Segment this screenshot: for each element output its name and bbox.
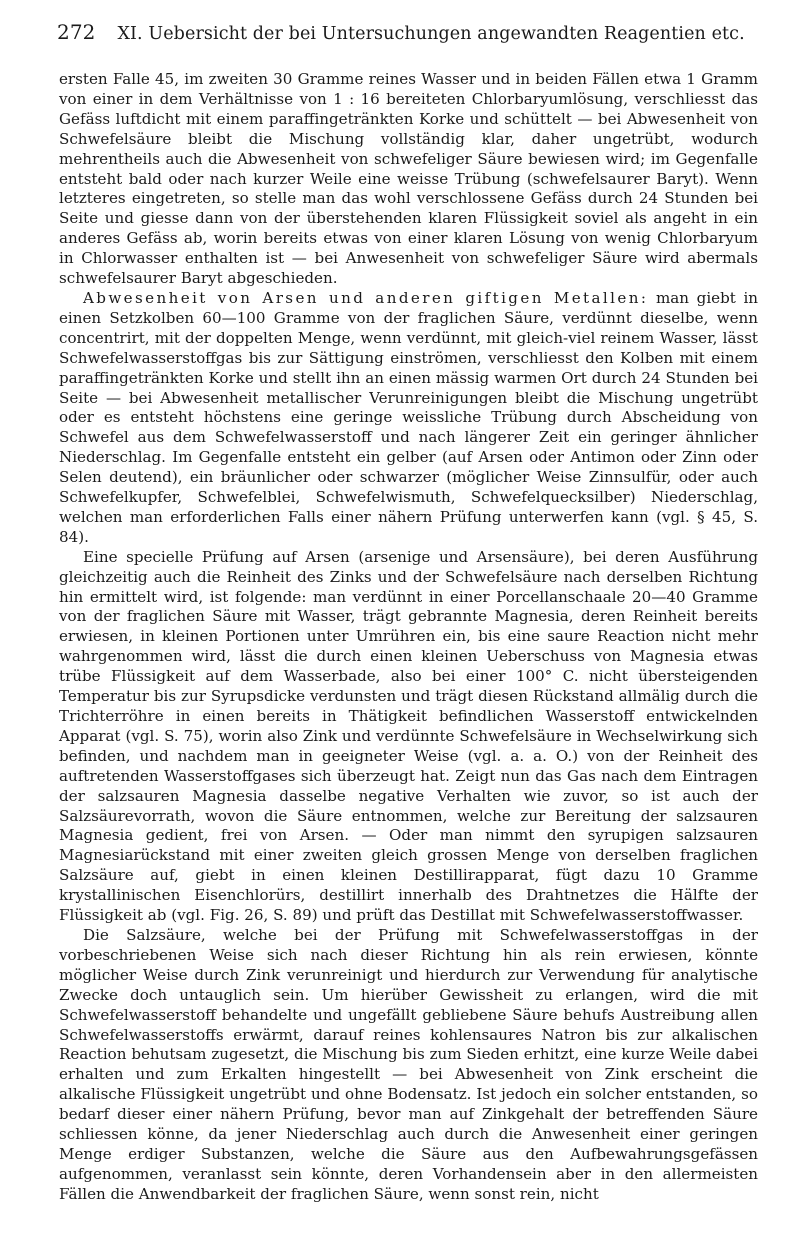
paragraph-3: Eine specielle Prüfung auf Arsen (arsenige und Arsensäure), bei deren Ausführung gleichzeitig auch die Reinheit des Zinks und der Schwefelsäure nach derselben Richtung hin ermittelt wird, ist folgende: man verdünnt in einer Porcellanschaale 20—40 Gramme von der fraglichen Säure mit Wasser, trägt gebrannte Magnesia, deren Reinheit bereits erwiesen, in kleinen Portionen unter Umrühren ein, bis eine saure Reaction nicht mehr wahrgenommen wird, lässt die durch einen kleinen Ueberschuss von Magnesia etwas trübe Flüssigkeit auf dem Wasserbade, also bei einer 100° C. nicht übersteigenden Temperatur bis zur Syrupsdicke verdunsten und trägt diesen Rückstand allmälig durch die Trichterröhre in einen bereits in Thätigkeit befindlichen Wasserstoff entwickelnden Apparat (vgl. S. 75), worin also Zink und verdünnte Schwefelsäure in Wechselwirkung sich befinden, und nachdem man in geeigneter Weise (vgl. a. a. O.) von der Reinheit des auftretenden Wasserstoffgases sich überzeugt hat. Zeigt nun das Gas nach dem Eintragen der salzsauren Magnesia dasselbe negative Verhalten wie zuvor, so ist auch der Salzsäurevorrath, wovon die Säure entnommen, welche zur Bereitung der salzsauren Magnesia gedient, frei von Arsen. — Oder man nimmt den syrupigen salzsauren Magnesiarückstand mit einer zweiten gleich grossen Menge von derselben fraglichen Salzsäure auf, giebt in einen kleinen Destillirapparat, fügt dazu 10 Gramme krystallinischen Eisenchlorürs, destillirt innerhalb des Drahtnetzes die Hälfte der Flüssigkeit ab (vgl. Fig. 26, S. 89) und prüft das Destillat mit Schwefelwasserstoffwasser.: [59, 547, 758, 925]
paragraph-2: [59, 289, 758, 548]
paragraph-4: Die Salzsäure, welche bei der Prüfung mit Schwefelwasserstoffgas in der vorbeschriebenen Weise sich nach dieser Richtung hin als rein erwiesen, könnte möglicher Weise durch Zink verunreinigt und hierdurch zur Verwendung für analytische Zwecke doch untauglich sein. Um hierüber Gewissheit zu erlangen, wird die mit Schwefelwasserstoff behandelte und ungefällt gebliebene Säure behufs Austreibung allen Schwefelwasserstoffs erwärmt, darauf reines kohlensaures Natron bis zur alkalischen Reaction behutsam zugesetzt, die Mischung bis zum Sieden erhitzt, eine kurze Weile dabei erhalten und zum Erkalten hingestellt — bei Abwesenheit von Zink erscheint die alkalische Flüssigkeit ungetrübt und ohne Bodensatz. Ist jedoch ein solcher entstanden, so bedarf dieser einer nähern Prüfung, bevor man auf Zinkgehalt der betreffenden Säure schliessen könne, da jener Niederschlag auch durch die Anwesenheit einer geringen Menge erdiger Substanzen, welche die Säure aus den Aufbewahrungsgefässen aufgenommen, veranlasst sein könnte, deren Vorhandensein aber in den allermeisten Fällen die Anwendbarkeit der fraglichen Säure, wenn sonst rein, nicht: [59, 925, 758, 1203]
paragraph-lead: Abwesenheit von Arsen und anderen giftigen Metallen:: [83, 288, 649, 307]
page-number: 272: [57, 20, 96, 44]
body-text: [59, 70, 758, 1205]
paragraph-1: ersten Falle 45, im zweiten 30 Gramme reines Wasser und in beiden Fällen etwa 1 Gramm von einer in dem Verhältnisse von 1 : 16 bereiteten Chlorbaryumlösung, verschliesst das Gefäss luftdicht mit einem paraffingetränkten Korke und schüttelt — bei Abwesenheit von Schwefelsäure bleibt die Mischung vollständig klar, daher ungetrübt, wodurch mehrentheils auch die Abwesenheit von schwefeliger Säure bewiesen wird; im Gegenfalle entsteht bald oder nach kurzer Weile eine weisse Trübung (schwefelsaurer Baryt). Wenn letzteres eingetreten, so stelle man das wohl verschlossene Gefäss durch 24 Stunden bei Seite und giesse dann von der überstehenden klaren Flüssigkeit soviel als angeht in ein anderes Gefäss ab, worin bereits etwas von einer klaren Lösung von wenig Chlorbaryum in Chlorwasser enthalten ist — bei Anwesenheit von schwefeliger Säure wird abermals schwefelsaurer Baryt abgeschieden.: [59, 70, 758, 288]
paragraph-body: man giebt in einen Setzkolben 60—100 Gramme von der fraglichen Säure, verdünnt dieselbe, wenn concentrirt, mit der doppelten Menge, wenn verdünnt, mit gleich-viel reinem Wasser, lässt Schwefelwasserstoffgas bis zur Sättigung einströmen, verschliesst den Kolben mit einem paraffingetränkten Korke und stellt ihn an einen mässig warmen Ort durch 24 Stunden bei Seite — bei Abwesenheit metallischer Verunreinigungen bleibt die Mischung ungetrübt oder es entsteht höchstens eine geringe weissliche Trübung durch Abscheidung von Schwefel aus dem Schwefelwasserstoff und nach längerer Zeit ein geringer ähnlicher Niederschlag. Im Gegenfalle entsteht ein gelber (auf Arsen oder Antimon oder Zinn oder Selen deutend), ein bräunlicher oder schwarzer (möglicher Weise Zinnsulfür, oder auch Schwefelkupfer, Schwefelblei, Schwefelwismuth, Schwefelquecksilber) Niederschlag, welchen man erforderlichen Falls einer nähern Prüfung unterwerfen kann (vgl. § 45, S. 84).: [59, 288, 759, 546]
chapter-title: XI. Uebersicht der bei Untersuchungen angewandten Reagentien etc.: [117, 24, 745, 44]
running-header: [57, 20, 760, 44]
